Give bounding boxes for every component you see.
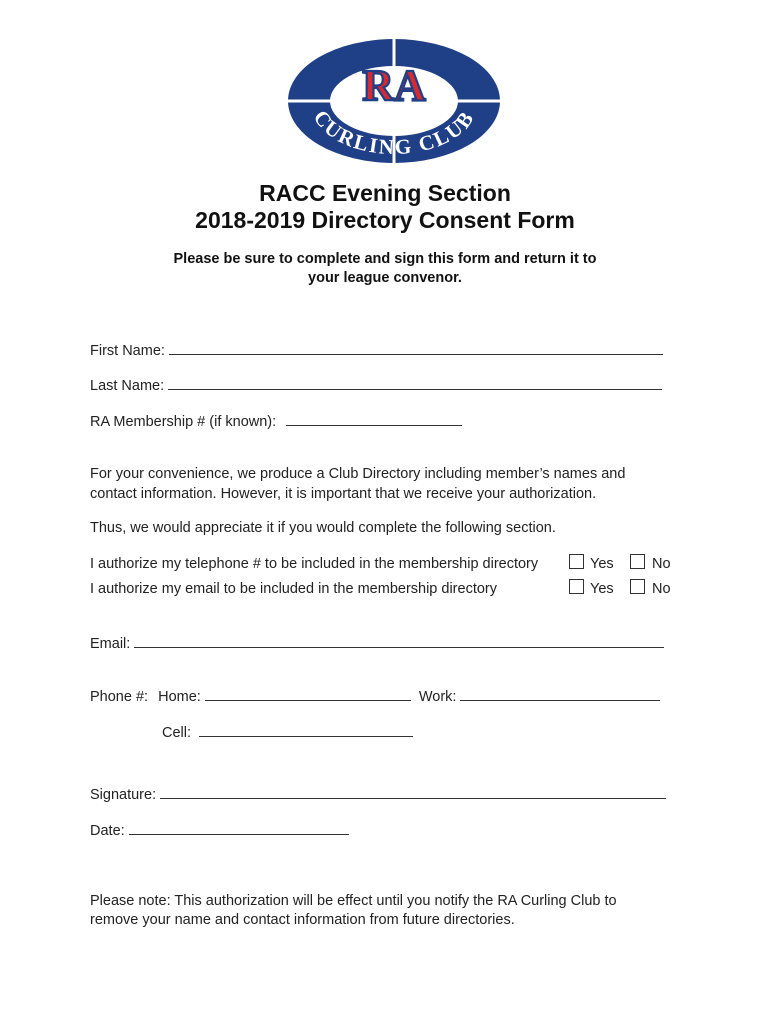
first-name-field[interactable] <box>169 342 663 355</box>
instruction-line1: Please be sure to complete and sign this form and return it to <box>173 251 597 267</box>
signature-row <box>90 786 666 803</box>
phone-row <box>90 688 660 705</box>
home-phone-field[interactable] <box>205 688 411 701</box>
logo-initials: RA <box>362 61 426 110</box>
phone-no-checkbox[interactable] <box>630 554 645 569</box>
cell-label: Cell: <box>162 725 192 741</box>
note-line1: Please note: This authorization will be effect until you notify the RA Curling Club to <box>90 893 617 909</box>
last-name-field[interactable] <box>168 377 662 390</box>
phone-yes-checkbox[interactable] <box>569 554 584 569</box>
signature-label: Signature: <box>90 787 157 803</box>
logo-club-text: CURLING CLUB <box>308 105 480 160</box>
form-title-line1: RACC Evening Section <box>259 180 511 206</box>
email-field[interactable] <box>134 635 664 648</box>
paragraph-1-line1: For your convenience, we produce a Club Directory including member’s names and <box>90 466 626 482</box>
email-yes-checkbox[interactable] <box>569 579 584 594</box>
last-name-label: Last Name: <box>90 378 165 394</box>
membership-row <box>90 413 462 430</box>
paragraph-1-line2: contact information. However, it is important that we receive your authorization. <box>90 486 597 502</box>
email-label: Email: <box>90 636 131 652</box>
authorize-email-text: I authorize my email to be included in the membership directory <box>90 581 497 597</box>
first-name-row <box>90 342 663 359</box>
last-name-row <box>90 377 662 394</box>
instruction-line2: your league convenor. <box>308 270 462 286</box>
email-no-label: No <box>652 581 671 597</box>
work-label: Work: <box>418 689 457 705</box>
cell-row <box>162 724 413 741</box>
date-field[interactable] <box>129 822 349 835</box>
first-name-label: First Name: <box>90 343 165 359</box>
email-yes-label: Yes <box>590 581 614 597</box>
form-title-line2: 2018-2019 Directory Consent Form <box>195 207 575 233</box>
date-row <box>90 822 349 839</box>
email-row <box>90 635 664 652</box>
paragraph-2: Thus, we would appreciate it if you would complete the following section. <box>90 520 556 536</box>
home-label: Home: <box>158 689 201 705</box>
work-phone-field[interactable] <box>460 688 660 701</box>
ra-curling-club-logo <box>287 38 501 164</box>
email-no-checkbox[interactable] <box>630 579 645 594</box>
phone-label: Phone #: <box>90 689 149 705</box>
signature-field[interactable] <box>160 786 666 799</box>
membership-label: RA Membership # (if known): <box>90 414 277 430</box>
phone-no-label: No <box>652 556 671 572</box>
authorize-phone-text: I authorize my telephone # to be included in the membership directory <box>90 556 539 572</box>
date-label: Date: <box>90 823 125 839</box>
cell-phone-field[interactable] <box>199 724 413 737</box>
membership-field[interactable] <box>286 413 462 426</box>
phone-yes-label: Yes <box>590 556 614 572</box>
note-line2: remove your name and contact information from future directories. <box>90 912 515 928</box>
